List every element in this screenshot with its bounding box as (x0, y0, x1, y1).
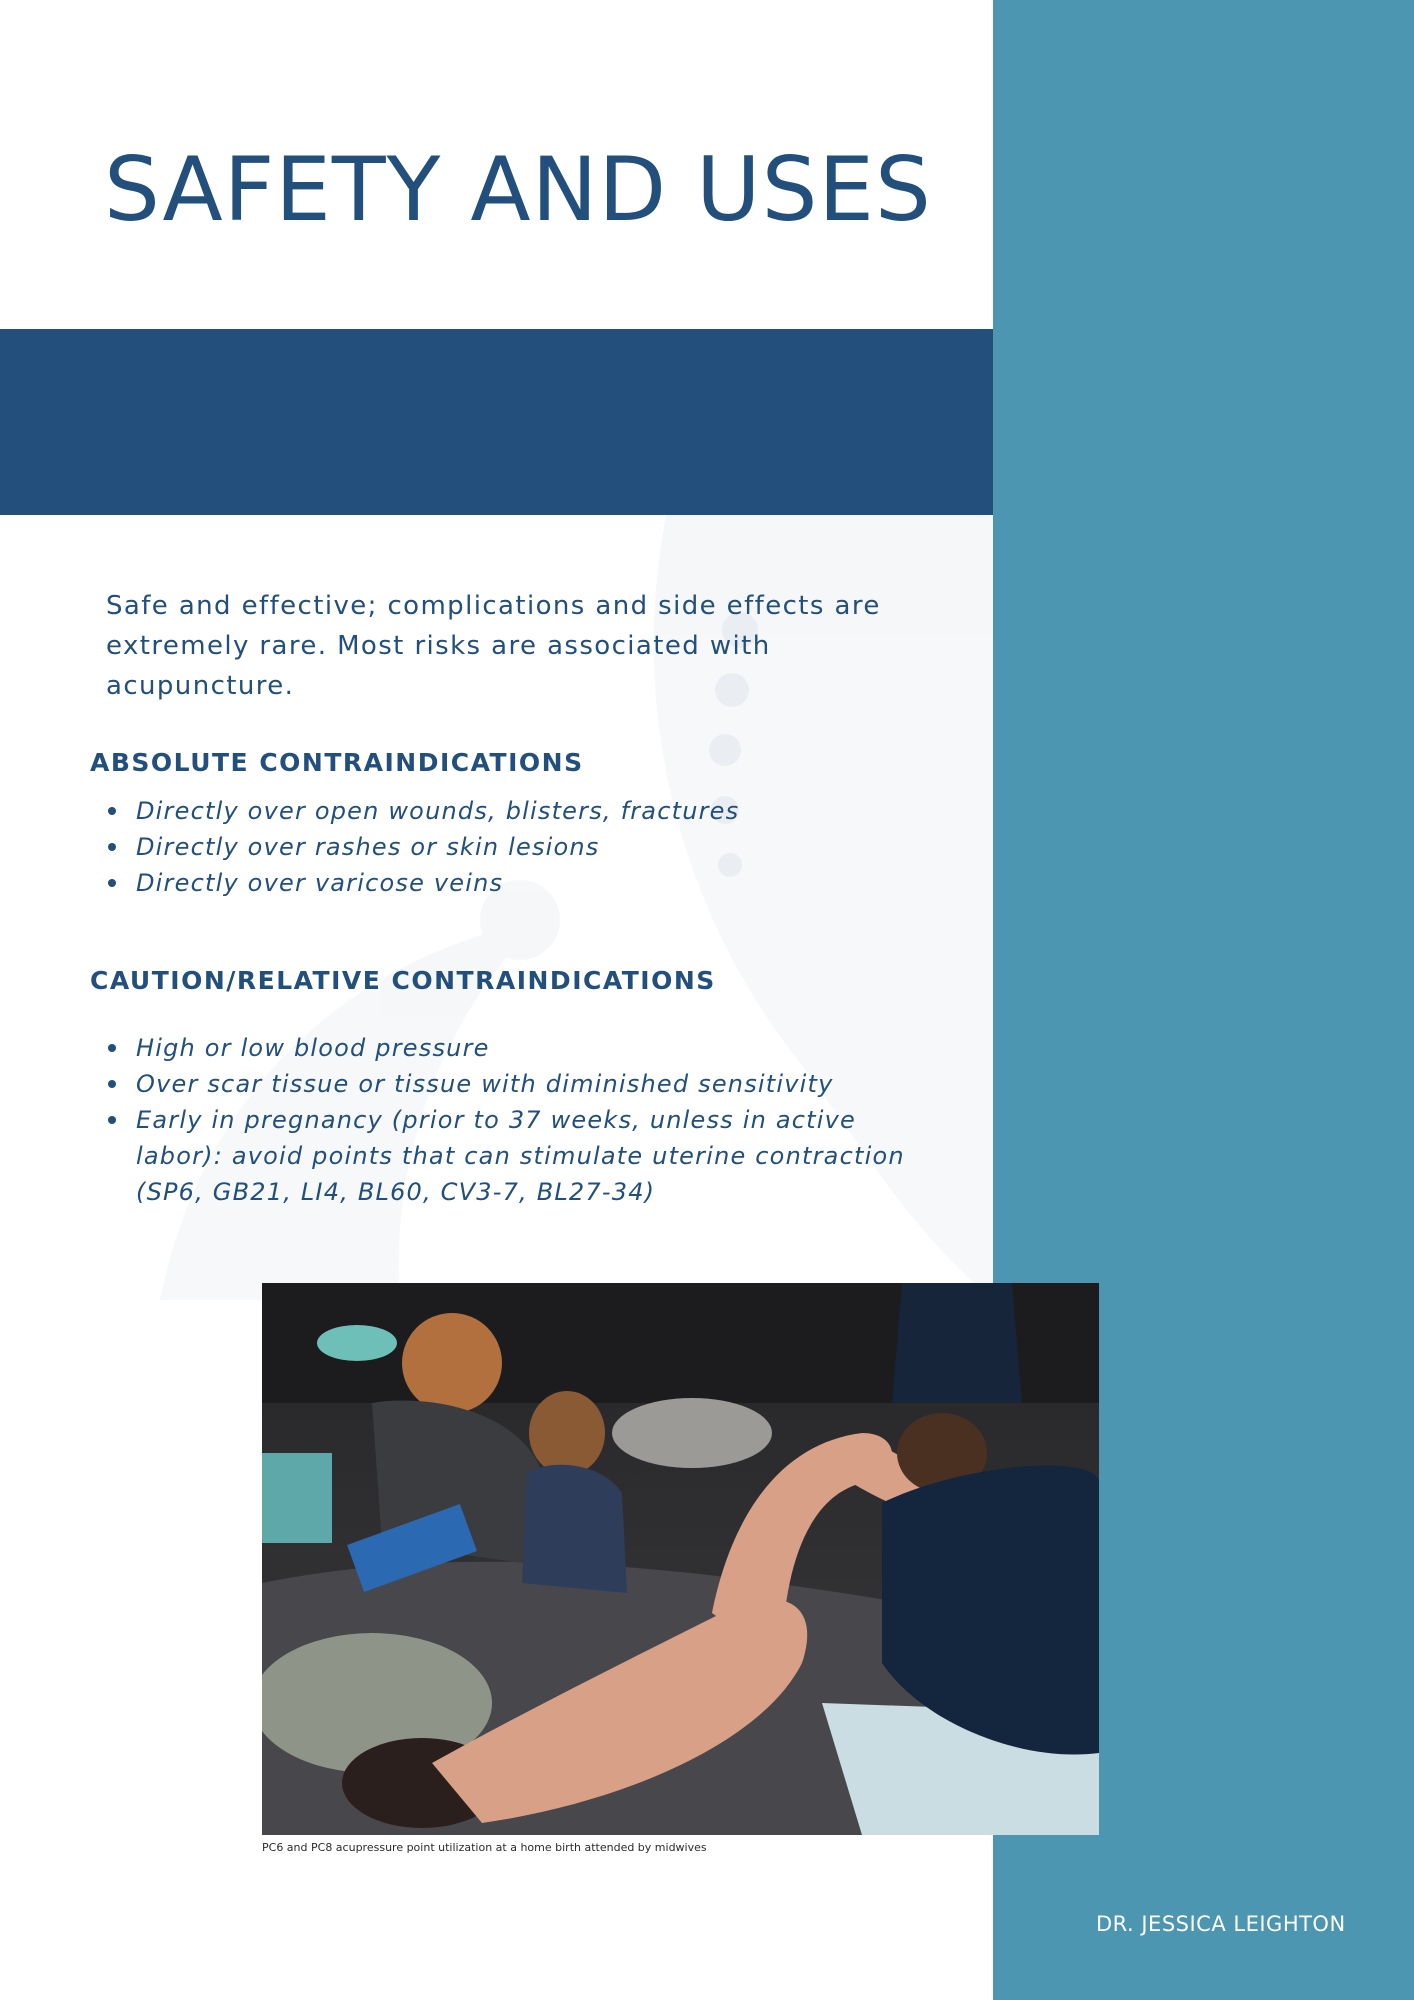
bullet-icon (108, 1044, 116, 1052)
list-item (106, 1066, 906, 1102)
page-title: SAFETY AND USES (104, 138, 932, 241)
caution-contraindications-heading: CAUTION/RELATIVE CONTRAINDICATIONS (90, 966, 716, 995)
bullet-icon (108, 879, 116, 887)
bullet-icon (108, 843, 116, 851)
bullet-icon (108, 807, 116, 815)
list-item (106, 1030, 906, 1066)
photo-caption: PC6 and PC8 acupressure point utilization at a home birth attended by midwives (262, 1841, 707, 1854)
absolute-contraindications-list (106, 793, 906, 901)
list-item (106, 865, 906, 901)
list-item (106, 829, 906, 865)
absolute-contraindications-heading: ABSOLUTE CONTRAINDICATIONS (90, 748, 584, 777)
photo-illustration (262, 1283, 1099, 1835)
author-name: DR. JESSICA LEIGHTON (1096, 1912, 1346, 1936)
caution-contraindications-list (106, 1030, 906, 1210)
intro-paragraph: Safe and effective; complications and side effects are extremely rare. Most risks are associated with acupuncture. (106, 591, 881, 701)
header-band (0, 329, 993, 515)
list-item (106, 793, 906, 829)
bullet-icon (108, 1116, 116, 1124)
list-item-text: Directly over rashes or skin lesions (136, 833, 600, 861)
list-item-text: Over scar tissue or tissue with diminished sensitivity (136, 1070, 834, 1098)
bullet-icon (108, 1080, 116, 1088)
list-item-text: Directly over open wounds, blisters, fractures (136, 797, 740, 825)
home-birth-photo (262, 1283, 1099, 1835)
list-item-text: High or low blood pressure (136, 1034, 490, 1062)
list-item-text: Early in pregnancy (prior to 37 weeks, unless in active labor): avoid points that can stimulate uterine contraction (SP6, GB21, LI4, BL60, CV3-7, BL27-34) (136, 1106, 905, 1206)
list-item-text: Directly over varicose veins (136, 869, 504, 897)
list-item (106, 1102, 906, 1210)
